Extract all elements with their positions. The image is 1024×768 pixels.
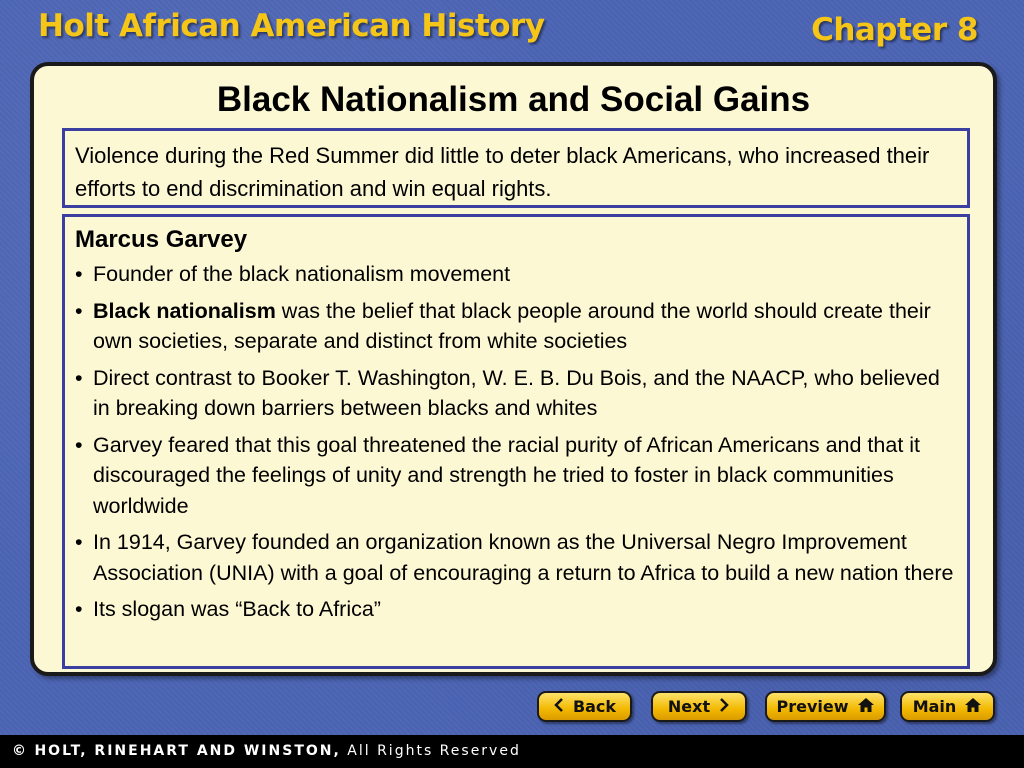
next-button[interactable] [651,691,747,722]
chevron-right-icon [718,697,730,717]
slide-panel [30,62,997,676]
bullet-glyph: • [75,365,83,390]
footer-bar [0,735,1024,768]
bullet-text: Its slogan was “Back to Africa” [93,597,381,621]
bullet-glyph: • [75,530,83,554]
main-button[interactable] [900,691,995,722]
bullet-text: was the belief that black people around the world should create their own societies, separate and distinct from white societies [93,298,931,353]
back-label: Back [572,697,617,716]
back-button[interactable] [537,691,632,722]
main-label: Main [912,697,957,716]
bullet-glyph: • [75,298,83,323]
app-title: Holt African American History [38,8,545,44]
bullet-text: Direct contrast to Booker T. Washington, W. E. B. Du Bois, and the NAACP, who believed in breaking down barriers between blacks and whites [93,365,940,420]
home-icon [964,697,982,717]
bullet-text: Founder of the black nationalism movement [93,262,511,286]
chevron-left-icon [553,697,565,717]
bullet-item [75,527,957,588]
bullet-bold-term: Black nationalism [93,298,276,323]
slide-title: Black Nationalism and Social Gains [216,80,811,119]
copyright-symbol: © [12,743,28,759]
preview-button[interactable] [765,691,886,722]
bullet-item [75,594,957,625]
rights-text: All Rights Reserved [347,743,521,759]
section-heading: Marcus Garvey [75,226,248,253]
bullet-glyph: • [75,597,83,621]
bullet-glyph: • [75,432,83,457]
content-box [62,214,970,669]
next-label: Next [667,697,711,716]
chapter-label: Chapter 8 [811,12,978,48]
bullet-item [75,296,957,357]
preview-label: Preview [776,697,849,716]
bullet-item [75,430,957,522]
bullet-item [75,259,957,290]
bullet-text: In 1914, Garvey founded an organization known as the Universal Negro Improvement Association (UNIA) with a goal of encouraging a return to Africa to build a new nation there [93,530,954,585]
intro-box: Violence during the Red Summer did little to deter black Americans, who increased their efforts to end discrimination and win equal rights. [62,128,970,208]
bullet-glyph: • [75,262,83,286]
publisher-name: HOLT, RINEHART AND WINSTON, [34,743,341,759]
bullet-text: Garvey feared that this goal threatened the racial purity of African Americans and that it discouraged the feelings of unity and strength he tried to foster in black communities worldwide [93,432,921,518]
home-icon [857,697,875,717]
bullet-item [75,363,957,424]
bullet-list [75,259,957,625]
